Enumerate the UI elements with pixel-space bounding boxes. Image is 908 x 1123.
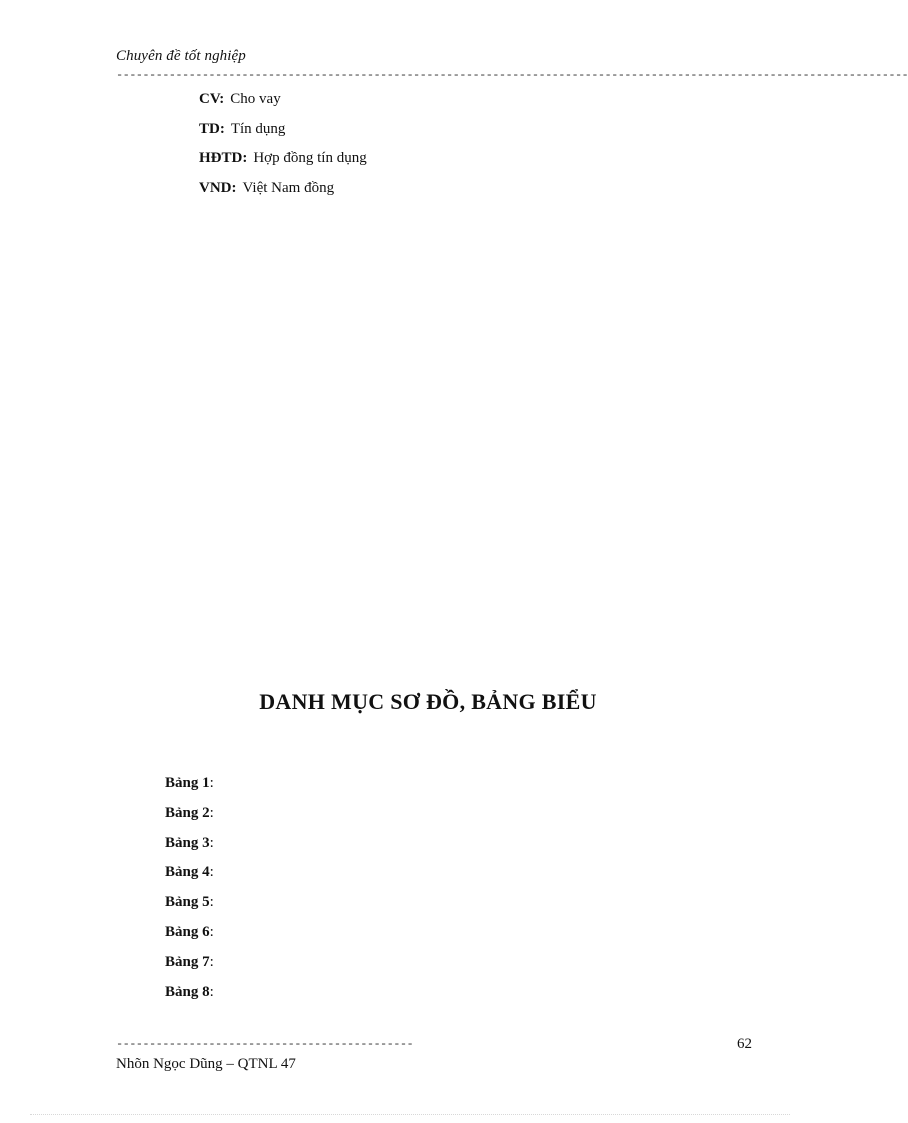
table-separator: : <box>209 923 214 940</box>
table-list-item <box>165 951 214 981</box>
abbreviation-key: VND <box>199 179 232 196</box>
table-separator: : <box>209 775 214 791</box>
section-title: DANH MỤC SƠ ĐỒ, BẢNG BIỂU <box>259 689 597 714</box>
table-separator: : <box>209 804 214 821</box>
abbreviation-separator: : <box>219 91 225 107</box>
abbreviation-item <box>199 118 367 148</box>
abbreviation-list <box>199 88 367 206</box>
abbreviation-key: CV <box>199 91 220 107</box>
abbreviation-value: Việt Nam đồng <box>242 179 335 196</box>
table-label: Bảng 3 <box>165 834 210 851</box>
table-separator: : <box>209 864 214 881</box>
abbreviation-item <box>199 147 367 177</box>
page-header-title: Chuyên đề tốt nghiệp <box>116 48 246 64</box>
footer-rule: --------------------------------------------- <box>116 1037 414 1051</box>
table-separator: : <box>209 894 214 911</box>
table-list-item <box>165 772 214 802</box>
footer-author: Nhõn Ngọc Dũng – QTNL 47 <box>116 1056 296 1072</box>
table-list-item <box>165 832 214 862</box>
table-list-item <box>165 981 214 1011</box>
abbreviation-separator: : <box>231 179 237 196</box>
abbreviation-item <box>199 88 367 118</box>
table-label: Bảng 7 <box>165 953 210 970</box>
table-separator: : <box>209 983 214 1000</box>
table-label: Bảng 5 <box>165 894 210 911</box>
table-separator: : <box>209 834 214 851</box>
table-label: Bảng 1 <box>165 775 210 791</box>
abbreviation-key: TD <box>199 120 220 137</box>
abbreviation-key: HĐTD <box>199 150 243 166</box>
table-list-item <box>165 921 214 951</box>
page-number: 62 <box>737 1036 752 1052</box>
table-label: Bảng 4 <box>165 864 210 881</box>
table-label: Bảng 6 <box>165 923 210 940</box>
table-label: Bảng 8 <box>165 983 210 1000</box>
abbreviation-separator: : <box>219 120 225 137</box>
page-bottom-divider <box>30 1114 790 1115</box>
table-separator: : <box>209 953 214 970</box>
table-label: Bảng 2 <box>165 804 210 821</box>
abbreviation-item <box>199 177 367 207</box>
table-list-item <box>165 802 214 832</box>
table-list-item <box>165 891 214 921</box>
table-list <box>165 772 214 1010</box>
abbreviation-value: Cho vay <box>230 91 281 107</box>
abbreviation-value: Tín dụng <box>230 120 286 137</box>
table-list-item <box>165 861 214 891</box>
abbreviation-separator: : <box>242 150 248 166</box>
abbreviation-value: Hợp đồng tín dụng <box>253 150 367 166</box>
header-rule: ------------------------------------------------------------------------------------------------------------------------ <box>116 68 908 82</box>
